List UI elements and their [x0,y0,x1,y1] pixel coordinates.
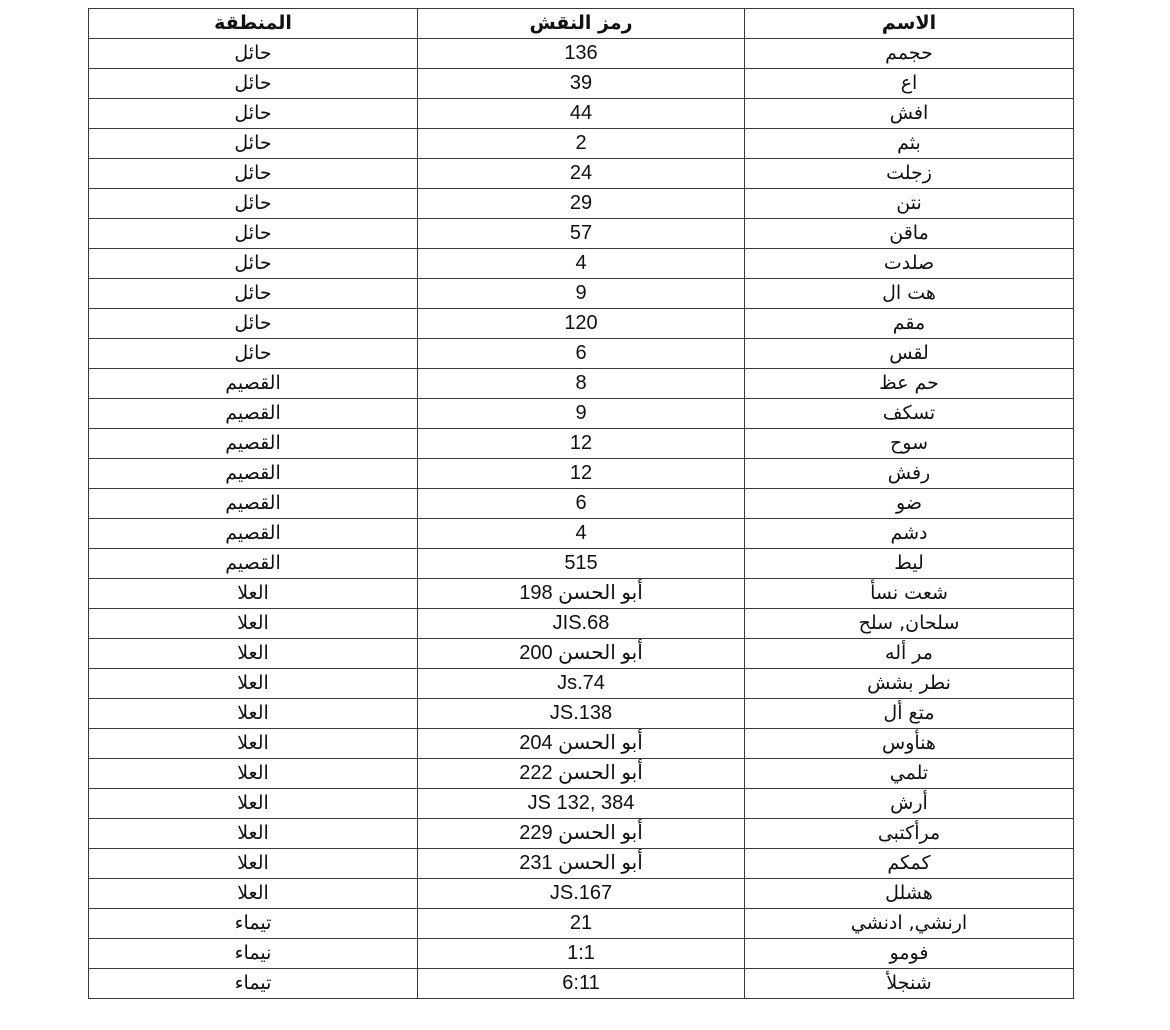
cell-name: ليط [745,549,1074,579]
table-row [89,519,1074,549]
table-row [89,939,1074,969]
cell-code: 24 [418,159,745,189]
cell-name: تسكف [745,399,1074,429]
cell-code: أبو الحسن 222 [418,759,745,789]
cell-name: هنأوس [745,729,1074,759]
cell-region: العلا [89,729,418,759]
cell-code: 9 [418,279,745,309]
cell-region: حائل [89,249,418,279]
cell-name: نطر بشش [745,669,1074,699]
cell-region: حائل [89,339,418,369]
table-row [89,309,1074,339]
cell-region: حائل [89,279,418,309]
cell-name: هشلل [745,879,1074,909]
table-body [89,39,1074,999]
cell-region: القصيم [89,489,418,519]
cell-name: دشم [745,519,1074,549]
table-row [89,159,1074,189]
cell-region: العلا [89,699,418,729]
table-row [89,819,1074,849]
cell-name: حم عظ [745,369,1074,399]
cell-name: لقس [745,339,1074,369]
cell-code: 515 [418,549,745,579]
table-row [89,219,1074,249]
cell-name: سلحان, سلح [745,609,1074,639]
cell-code: 21 [418,909,745,939]
cell-region: حائل [89,129,418,159]
cell-region: العلا [89,579,418,609]
table-row [89,699,1074,729]
cell-code: 1:1 [418,939,745,969]
cell-code: JS 132, 384 [418,789,745,819]
cell-name: افش [745,99,1074,129]
cell-code: 29 [418,189,745,219]
header-name: الاسم [745,9,1074,39]
cell-region: العلا [89,819,418,849]
cell-name: ماقن [745,219,1074,249]
cell-region: العلا [89,669,418,699]
cell-code: 120 [418,309,745,339]
table-row [89,609,1074,639]
table-row [89,729,1074,759]
cell-name: متع أل [745,699,1074,729]
cell-name: ضو [745,489,1074,519]
cell-region: القصيم [89,519,418,549]
cell-code: 9 [418,399,745,429]
cell-region: العلا [89,789,418,819]
cell-region: القصيم [89,429,418,459]
cell-name: تلمي [745,759,1074,789]
cell-name: كمكم [745,849,1074,879]
cell-region: حائل [89,189,418,219]
cell-region: نيماء [89,939,418,969]
table-row [89,759,1074,789]
cell-region: حائل [89,309,418,339]
inscriptions-table [88,8,1074,999]
table-row [89,69,1074,99]
cell-name: سوح [745,429,1074,459]
table-row [89,459,1074,489]
cell-region: القصيم [89,459,418,489]
cell-region: القصيم [89,399,418,429]
cell-name: مرأكتبى [745,819,1074,849]
cell-region: القصيم [89,549,418,579]
cell-code: أبو الحسن 198 [418,579,745,609]
cell-name: مر أله [745,639,1074,669]
cell-region: العلا [89,849,418,879]
table-row [89,879,1074,909]
cell-code: 57 [418,219,745,249]
table-row [89,849,1074,879]
cell-code: 2 [418,129,745,159]
cell-name: حجمم [745,39,1074,69]
cell-code: 6 [418,339,745,369]
cell-region: العلا [89,639,418,669]
cell-code: أبو الحسن 231 [418,849,745,879]
cell-code: JS.167 [418,879,745,909]
cell-region: حائل [89,219,418,249]
cell-region: حائل [89,159,418,189]
table-row [89,969,1074,999]
cell-code: 6:11 [418,969,745,999]
cell-code: 39 [418,69,745,99]
cell-name: مقم [745,309,1074,339]
cell-name: أرش [745,789,1074,819]
cell-region: العلا [89,759,418,789]
cell-code: أبو الحسن 229 [418,819,745,849]
cell-name: بثم [745,129,1074,159]
table-row [89,399,1074,429]
header-row [89,9,1074,39]
table-row [89,549,1074,579]
header-region: المنطقة [89,9,418,39]
cell-region: العلا [89,879,418,909]
table-row [89,909,1074,939]
cell-code: أبو الحسن 200 [418,639,745,669]
table-row [89,639,1074,669]
cell-code: 8 [418,369,745,399]
table-row [89,789,1074,819]
cell-region: العلا [89,609,418,639]
header-code: رمز النقش [418,9,745,39]
cell-code: Js.74 [418,669,745,699]
cell-code: JS.138 [418,699,745,729]
cell-name: ارنشي, ادنشي [745,909,1074,939]
table-row [89,429,1074,459]
cell-code: 4 [418,249,745,279]
cell-code: 44 [418,99,745,129]
table-row [89,369,1074,399]
cell-code: 6 [418,489,745,519]
cell-name: صلدت [745,249,1074,279]
cell-code: 12 [418,459,745,489]
table-row [89,99,1074,129]
table-row [89,669,1074,699]
cell-name: نتن [745,189,1074,219]
table-row [89,129,1074,159]
table-row [89,39,1074,69]
table-row [89,279,1074,309]
cell-region: القصيم [89,369,418,399]
cell-name: فومو [745,939,1074,969]
cell-region: حائل [89,69,418,99]
cell-name: شعت نسأ [745,579,1074,609]
table-row [89,339,1074,369]
cell-code: 12 [418,429,745,459]
table-row [89,249,1074,279]
table-row [89,189,1074,219]
cell-name: اع [745,69,1074,99]
cell-region: تيماء [89,969,418,999]
cell-code: JIS.68 [418,609,745,639]
cell-code: 136 [418,39,745,69]
cell-name: هت ال [745,279,1074,309]
table-row [89,489,1074,519]
cell-region: تيماء [89,909,418,939]
cell-code: أبو الحسن 204 [418,729,745,759]
table-row [89,579,1074,609]
cell-region: حائل [89,39,418,69]
cell-name: رفش [745,459,1074,489]
cell-name: شنجلأ [745,969,1074,999]
cell-name: زجلت [745,159,1074,189]
cell-region: حائل [89,99,418,129]
cell-code: 4 [418,519,745,549]
